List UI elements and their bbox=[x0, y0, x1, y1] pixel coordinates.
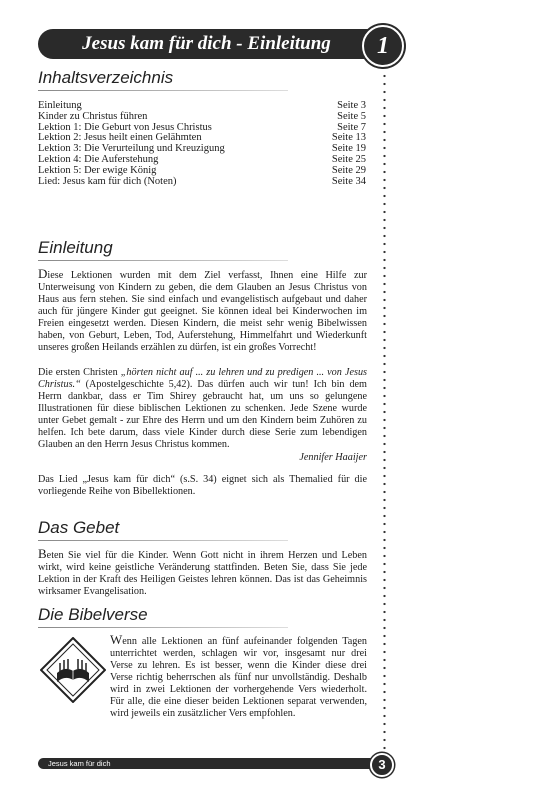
open-bible-icon bbox=[40, 637, 106, 703]
einleitung-paragraph-2 bbox=[38, 367, 367, 451]
page-number-badge: 3 bbox=[370, 753, 394, 777]
dotted-divider bbox=[383, 72, 386, 752]
einleitung-heading: Einleitung bbox=[38, 238, 113, 257]
toc-page: Seite 25 bbox=[331, 153, 366, 165]
toc-page: Seite 13 bbox=[331, 132, 366, 144]
paragraph-text: eten Sie viel für die Kinder. Wenn Gott nicht in ihrem Herzen und Leben wirkt, wird keine geistliche Veränderung stattfinden. Beten Sie, dass Sie jede Lektion in der Kraft des Heiligen Geistes lehren können. Das ist das Geheimnis wirksamer Evangelisation. bbox=[38, 550, 367, 597]
toc-page: Seite 29 bbox=[331, 164, 366, 176]
gebet-paragraph bbox=[38, 548, 367, 598]
einleitung-paragraph-1 bbox=[38, 268, 367, 354]
toc-label: Lektion 3: Die Verurteilung und Kreuzigung bbox=[38, 143, 225, 155]
toc-heading-underline bbox=[38, 90, 288, 91]
chapter-number-badge: 1 bbox=[362, 25, 404, 67]
toc-page: Seite 19 bbox=[331, 143, 366, 155]
author-signature: Jennifer Haaijer bbox=[299, 452, 367, 463]
gebet-heading-underline bbox=[38, 540, 288, 541]
paragraph-text: Die ersten Christen bbox=[38, 367, 121, 378]
toc-label: Lektion 1: Die Geburt von Jesus Christus bbox=[38, 121, 212, 133]
gebet-heading: Das Gebet bbox=[38, 518, 120, 537]
toc-label: Kinder zu Christus führen bbox=[38, 110, 148, 122]
footer-title: Jesus kam für dich bbox=[48, 759, 111, 768]
toc-row[interactable] bbox=[38, 166, 366, 177]
toc-label: Lektion 4: Die Auferstehung bbox=[38, 153, 159, 165]
table-of-contents bbox=[38, 101, 366, 187]
toc-page: Seite 34 bbox=[331, 175, 366, 187]
drop-cap: D bbox=[38, 266, 48, 281]
bibelverse-paragraph bbox=[110, 634, 367, 720]
bibelverse-heading-underline bbox=[38, 627, 288, 628]
paragraph-text: enn alle Lektionen an fünf aufeinander folgenden Tagen unterrichtet werden, schlagen wir vor, insgesamt nur drei Verse zu lehren. Es ist besser, wenn die Kinder diese drei Verse richtig beherrschen als fünf nur unvollständig. Deshalb wird in zwei Lektionen der vorhergehende Vers wiederholt. Für alle, die eine dieser beiden Lektionen separat verwenden, wird jeweils ein zusätzlicher Vers empfohlen. bbox=[110, 636, 367, 719]
einleitung-heading-underline bbox=[38, 260, 288, 261]
toc-row[interactable] bbox=[38, 177, 366, 188]
page-title: Jesus kam für dich - Einleitung bbox=[82, 33, 331, 54]
toc-label: Lied: Jesus kam für dich (Noten) bbox=[38, 175, 177, 187]
toc-row[interactable] bbox=[38, 112, 366, 123]
drop-cap: W bbox=[110, 632, 123, 647]
drop-cap: B bbox=[38, 546, 47, 561]
toc-label: Lektion 5: Der ewige König bbox=[38, 164, 157, 176]
toc-label: Lektion 2: Jesus heilt einen Gelähmten bbox=[38, 132, 202, 144]
paragraph-text: iese Lektionen wurden mit dem Ziel verfasst, Ihnen eine Hilfe zur Unterweisung von Kindern zu geben, die dem Glauben an Jesus Christus von Haus aus fern stehen. Sie sind einfach und evangelistisch aufgebaut und daher auch für jüngere Kinder gut geeignet. Sie können ideal bei Kinderwochen im Freien eingesetzt werden. Diesen Kindern, die meist sehr wenig Bibelwissen haben, von Geburt, Leben, Tod, Auferstehung, Himmelfahrt und Wiederkunft unseres großen Heilands erzählen zu dürfen, ist ein großes Vorrecht! bbox=[38, 270, 367, 353]
toc-page: Seite 7 bbox=[337, 121, 366, 133]
bible-quote: „hörten nicht auf ... zu lehren und zu predigen ... von Jesus Christus.“ bbox=[38, 367, 368, 390]
toc-label: Einleitung bbox=[38, 100, 82, 111]
toc-page: Seite 5 bbox=[337, 110, 366, 122]
toc-page: Seite 3 bbox=[337, 100, 366, 111]
bibelverse-heading: Die Bibelverse bbox=[38, 605, 148, 624]
toc-heading: Inhaltsverzeichnis bbox=[38, 68, 174, 87]
einleitung-paragraph-3: Das Lied „Jesus kam für dich“ (s.S. 34) eignet sich als Themalied für die vorliegende Reihe von Bibellektionen. bbox=[38, 474, 367, 497]
paragraph-text: (Apostelgeschichte 5,42). Das dürfen auch wir tun! Ich bin dem Herrn dankbar, dass er Tim Shirey gebraucht hat, um uns so gelungene Illustrationen für diese biblischen Lektionen zu schenken. Jede Szene wurde unter Gebet gemalt - zur Ehre des Herrn und um den Kindern beim Zuhören zu helfen. Ich bete darum, dass viele Kinder durch diese Serie zum lebendigen Glauben an den Herrn Jesus Christus kommen. bbox=[38, 379, 367, 450]
